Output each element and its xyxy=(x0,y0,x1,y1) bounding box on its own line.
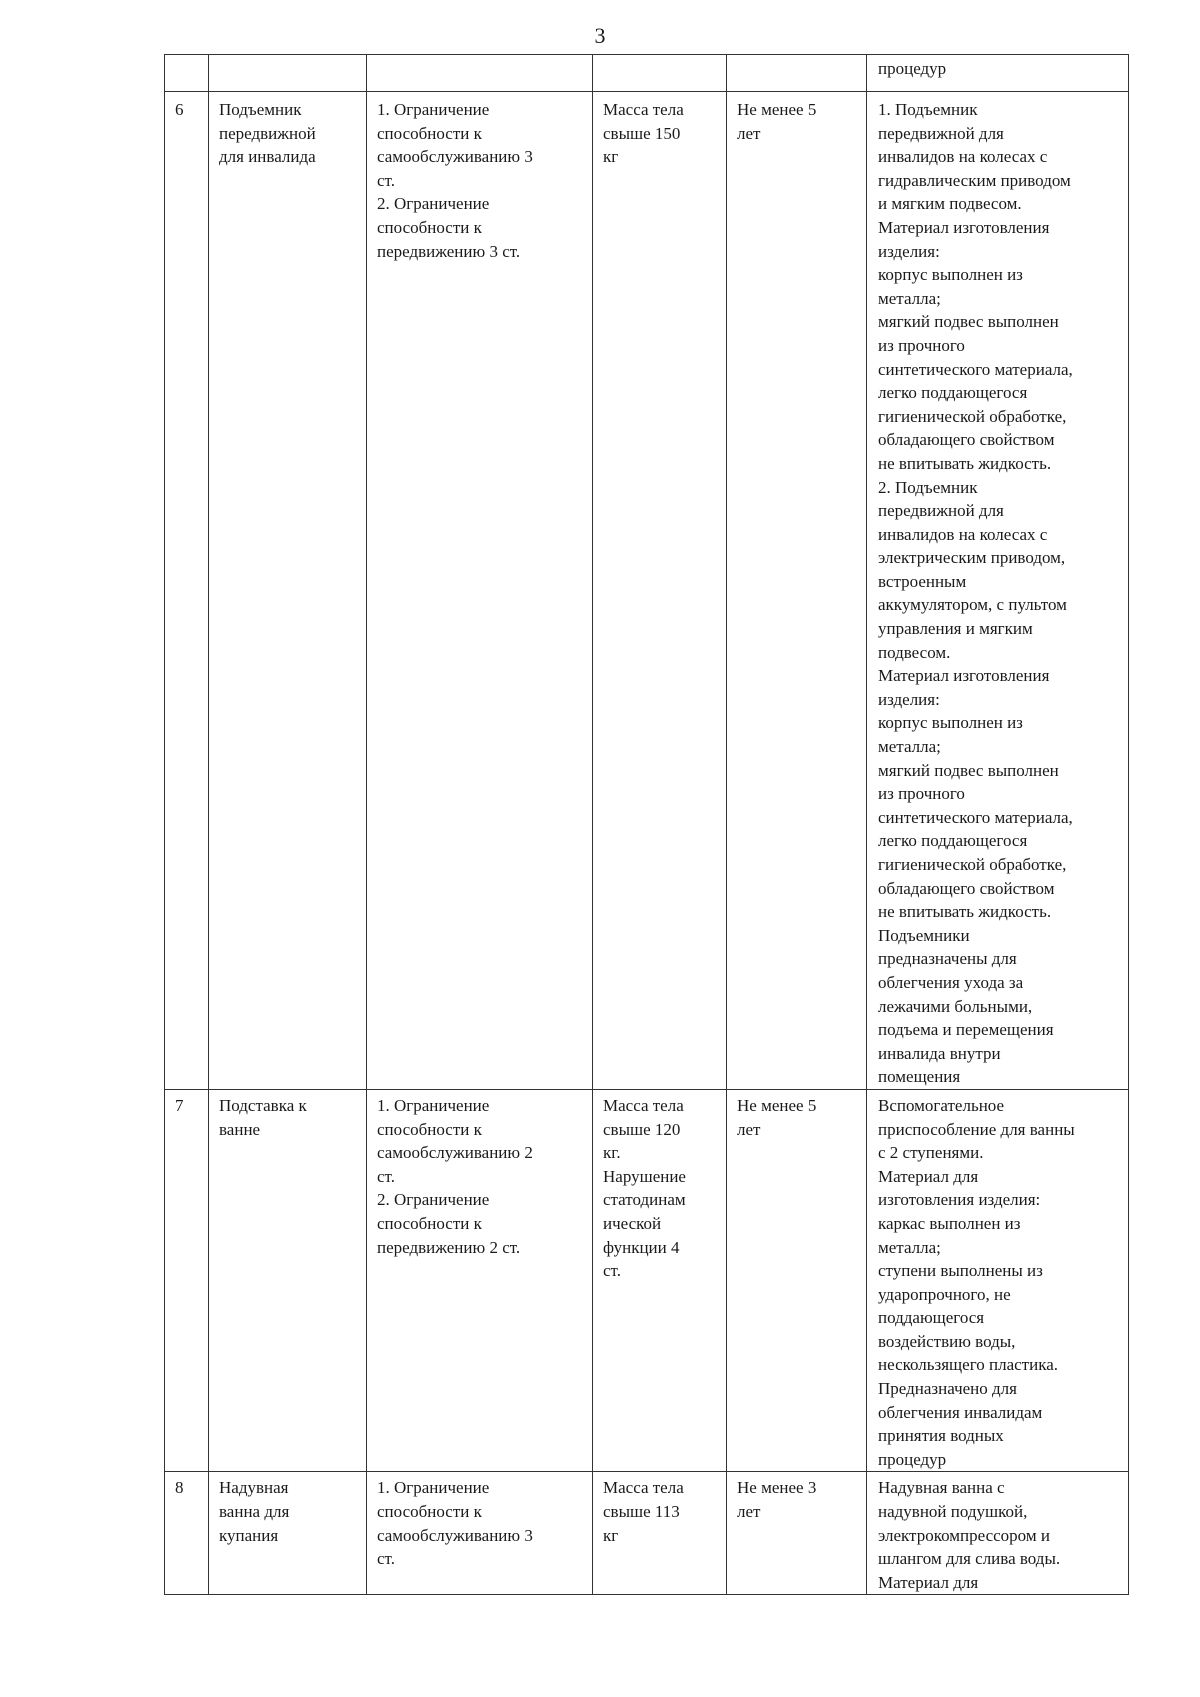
cell-contraindications: Масса тела свыше 120 кг. Нарушение статодинам ической функции 4 ст. xyxy=(593,1089,727,1472)
page-number: 3 xyxy=(594,23,606,48)
table-row xyxy=(165,1472,1129,1595)
cell-number: 8 xyxy=(165,1472,209,1595)
cell-description: Вспомогательное приспособление для ванны с 2 ступенями. Материал для изготовления изделия: каркас выполнен из металла; ступени выполнены из ударопрочного, не поддающегося воздействию воды, нескользящего пластика. Предназначено для облегчения инвалидам принятия водных процедур xyxy=(867,1089,1129,1472)
cell-contraindications: Масса тела свыше 113 кг xyxy=(593,1472,727,1595)
equipment-table xyxy=(164,54,1129,1595)
cell-description: процедур xyxy=(867,55,1129,92)
cell-term xyxy=(727,55,867,92)
cell-term: Не менее 5 лет xyxy=(727,1089,867,1472)
table-row-continuation xyxy=(165,55,1129,92)
cell-indications: 1. Ограничение способности к самообслуживанию 2 ст. 2. Ограничение способности к передвижению 2 ст. xyxy=(367,1089,593,1472)
cell-term: Не менее 3 лет xyxy=(727,1472,867,1595)
cell-description: 1. Подъемник передвижной для инвалидов на колесах с гидравлическим приводом и мягким подвесом. Материал изготовления изделия: корпус выполнен из металла; мягкий подвес выполнен из прочного синтетического материала, легко поддающегося гигиенической обработке, обладающего свойством не впитывать жидкость. 2. Подъемник передвижной для инвалидов на колесах с электрическим приводом, встроенным аккумулятором, с пультом управления и мягким подвесом. Материал изготовления изделия: корпус выполнен из металла; мягкий подвес выполнен из прочного синтетического материала, легко поддающегося гигиенической обработке, обладающего свойством не впитывать жидкость. Подъемники предназначены для облегчения ухода за лежачими больными, подъема и перемещения инвалида внутри помещения xyxy=(867,92,1129,1090)
cell-term: Не менее 5 лет xyxy=(727,92,867,1090)
table-row xyxy=(165,1089,1129,1472)
cell-name: Надувная ванна для купания xyxy=(209,1472,367,1595)
cell-indications: 1. Ограничение способности к самообслуживанию 3 ст. 2. Ограничение способности к передвижению 3 ст. xyxy=(367,92,593,1090)
cell-name: Подставка к ванне xyxy=(209,1089,367,1472)
cell-number: 7 xyxy=(165,1089,209,1472)
cell-number: 6 xyxy=(165,92,209,1090)
cell-number xyxy=(165,55,209,92)
table-row xyxy=(165,92,1129,1090)
cell-indications xyxy=(367,55,593,92)
cell-description: Надувная ванна с надувной подушкой, электрокомпрессором и шлангом для слива воды. Материал для xyxy=(867,1472,1129,1595)
cell-contraindications xyxy=(593,55,727,92)
cell-contraindications: Масса тела свыше 150 кг xyxy=(593,92,727,1090)
cell-indications: 1. Ограничение способности к самообслуживанию 3 ст. xyxy=(367,1472,593,1595)
cell-name: Подъемник передвижной для инвалида xyxy=(209,92,367,1090)
cell-name xyxy=(209,55,367,92)
